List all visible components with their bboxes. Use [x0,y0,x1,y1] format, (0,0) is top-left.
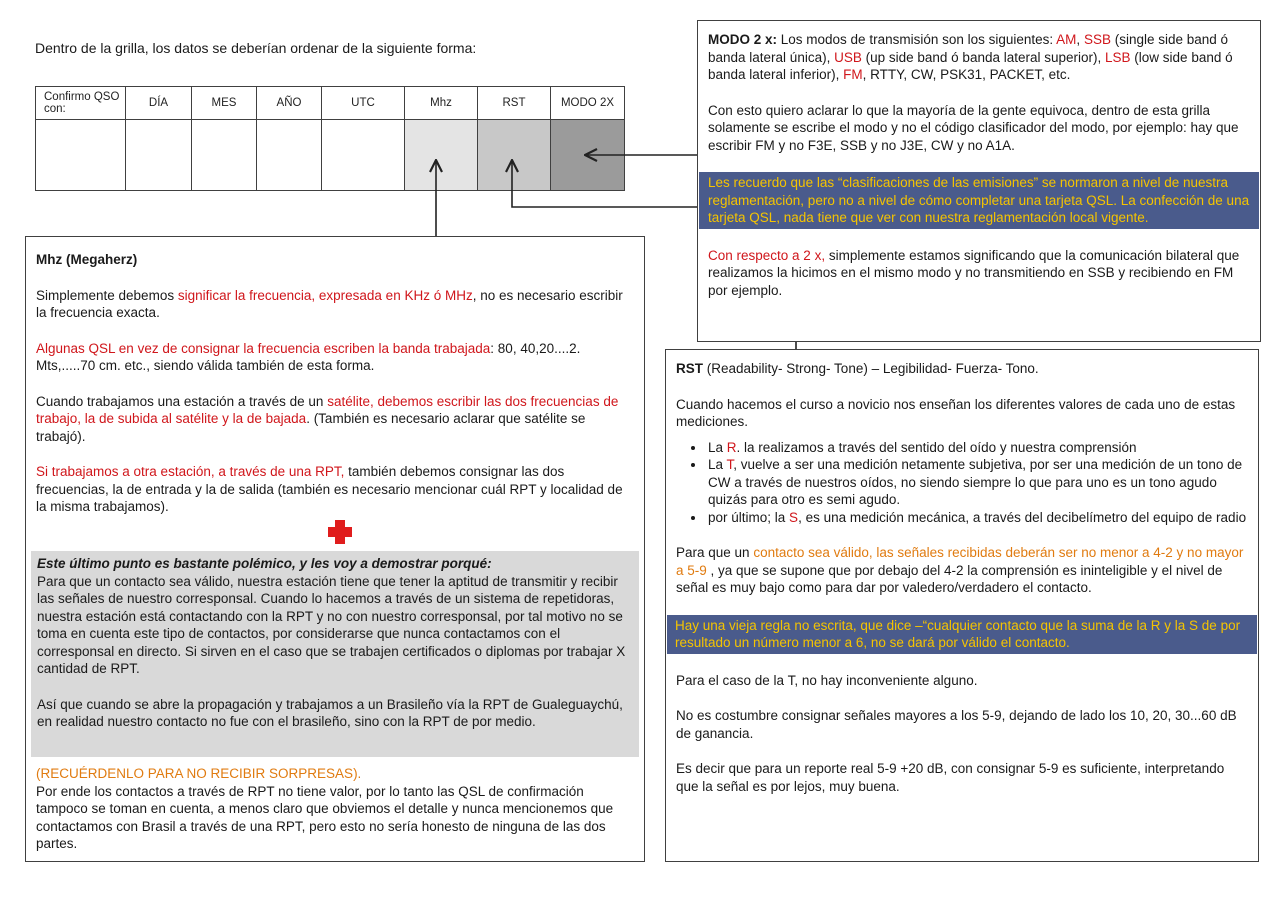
rst-bullet-run: , vuelve a ser una medición netamente subjetiva, por ser una medición de un tono de CW a través de nuestros oídos, no siendo siempre lo que para uno es un tono agudo quizás para otro es semi agudo. [708,457,1243,507]
rst-bullet-run: S [789,509,799,525]
rst-p2-run: , ya que se supone que por debajo del 4-2 la comprensión es ininteligible y el nivel de señal es muy bajo como para dar por valedero/verdadero el contacto. [676,562,1223,595]
mhz-p2 [36,340,636,375]
rst-highlight-band: Hay una vieja regla no escrita, que dice –“cualquier contacto que la suma de la R y la S de por resultado un número menor a 6, no se dará por válido el contacto. [667,615,1257,654]
gray-p1: Para que un contacto sea válido, nuestra estación tiene que tener la aptitud de transmitir y recibir las señales de nuestro corresponsal. Cuando lo hacemos a través de un sistema de repetidoras, nuestra estación está contactando con la RPT y no con nuestro corresponsal, por tal motivo no se toma en cuenta este tipo de contactos, por considerarse que nunca contactamos con el corresponsal en directo. Si sirven en el caso que se trabajen certificados o diplomas por trabajar X cantidad de RPT. [37,573,626,676]
modo-p1-run: SSB [1083,32,1111,47]
rst-bullet-run: La [708,439,727,455]
red-cross-icon [327,519,353,545]
rst-bullet-run: por último; la [708,509,790,525]
rst-p2-run: contacto sea válido, las señales recibidas deberán ser no menor a 4-2 y no mayor a 5-9 [676,545,1244,578]
modo-p3-red: Con respecto a 2 x, [708,247,826,263]
modo-p2: Con esto quiero aclarar lo que la mayoría de la gente equivoca, dentro de esta grilla solamente se escribe el modo y no el código clasificador del modo, por ejemplo: hay que escribir FM y no F3E, SSB y no J3E, CW y no A1A. [708,102,1239,153]
grid-header-cell: AÑO [257,87,322,120]
intro-text: Dentro de la grilla, los datos se deberían ordenar de la siguiente forma: [35,40,477,56]
mhz-p3 [36,393,636,446]
mhz-title: Mhz (Megaherz) [36,252,138,267]
mhz-p2-run: : 80, 40,20....2. Mts,.....70 cm. etc., siendo válida también de esta forma. [36,340,581,373]
modo-p1-run: , [1076,32,1084,47]
rst-p2-run: Para que un [676,545,754,560]
rst-bullet-run: , es una medición mecánica, a través del decibelímetro del equipo de radio [798,509,1247,525]
modo-p1-run: (up side band ó banda lateral superior), [861,49,1106,65]
modo-p1 [708,31,1250,84]
modo-p1-run: FM [843,67,863,82]
rst-bullet-item [706,509,1248,527]
mhz-p2-run: Algunas QSL en vez de consignar la frecuencia escriben la banda trabajada [36,340,491,356]
grid-header-cell: Mhz [405,87,478,120]
modo-highlight-band: Les recuerdo que las “clasificaciones de las emisiones” se normaron a nivel de nuestra reglamentación, pero no a nivel de cómo completar una tarjeta QSL. La confección de una tarjeta QSL, nada tiene que ver con nuestra reglamentación local vigente. [699,172,1259,229]
gray-title: Este último punto es bastante polémico, y les voy a demostrar porqué: [37,556,492,571]
rst-bullet-item [706,456,1248,509]
rst-p2 [676,544,1248,597]
rst-bullet-run: La [708,457,727,472]
mhz-final: Por ende los contactos a través de RPT no tiene valor, por lo tanto las QSL de confirmación tampoco se toman en cuenta, a menos claro que obviemos el detalle y nunca mencionemos que contactamos con Brasil a través de una RPT, pero esto no sería honesto de ninguna de las dos partes. [36,783,614,851]
grid-header-cell: UTC [322,87,405,120]
modo-title: MODO 2 x: [708,32,778,47]
rst-p4: No es costumbre consignar señales mayores a los 5-9, dejando de lado los 10, 20, 30...60 dB de ganancia. [676,708,1237,741]
modo-p3 [708,247,1250,300]
rst-bullet-run: R [726,439,737,455]
modo-2x-box [697,20,1261,342]
rst-box [665,349,1259,862]
mhz-top-section [36,251,636,516]
modo-p1-run: USB [834,49,862,65]
rst-bullet-run: . la realizamos a través del sentido del oído y nuestra comprensión [736,439,1137,455]
mhz-p4-run: también debemos consignar las dos frecuencias, la de entrada y la de salida (también es necesario mencionar cuál RPT y localidad de la misma trabajamos). [36,464,623,514]
mhz-p1 [36,287,636,322]
rst-title-rest: (Readability- Strong- Tone) – Legibilidad- Fuerza- Tono. [703,361,1039,376]
modo-p1-run: LSB [1105,49,1131,65]
modo-p3-rest: simplemente estamos significando que la comunicación bilateral que realizamos la hicimos en el mismo modo y no transmitiendo en SSB y recibiendo en FM por ejemplo. [708,247,1240,298]
grid-header-cell: MODO 2X [551,87,625,120]
modo-p1-run: Los modos de transmisión son los siguientes: [777,32,1057,47]
rst-bullet-item [706,439,1248,457]
modo-p1-run: , RTTY, CW, PSK31, PACKET, etc. [862,67,1071,82]
mhz-p3-run: satélite, debemos escribir las dos frecuencias de trabajo, la de subida al satélite y la de bajada [36,393,619,426]
mhz-p3-run: Cuando trabajamos una estación a través de un [36,393,328,409]
mhz-box [25,236,645,862]
rst-title-bold: RST [676,361,703,376]
mhz-bottom-section [36,765,636,853]
modo-p1-run: AM [1056,32,1077,47]
grid-header-cell: RST [478,87,551,120]
mhz-p3-run: . (También es necesario aclarar que satélite se trabajó). [36,411,586,444]
modo-p1-run: (single side band ó banda lateral única), [708,32,1229,65]
mhz-p1-run: , no es necesario escribir la frecuencia exacta. [36,287,623,320]
rst-bullet-run: T [726,457,734,472]
grid-header-cell: DÍA [126,87,192,120]
mhz-p4 [36,463,636,516]
modo-p1-run: (low side band ó banda lateral inferior), [708,49,1233,82]
gray-p2: Así que cuando se abre la propagación y trabajamos a un Brasileño vía la RPT de Gualeguaychú, en realidad nuestro contacto no fue con el brasileño, sino con la RPT de por medio. [37,696,623,729]
grid-header-cell: MES [192,87,257,120]
mhz-gray-panel [31,551,639,757]
grid-header-cell: Confirmo QSO con: [36,87,126,120]
mhz-p4-run: Si trabajamos a otra estación, a través de una RPT, [36,464,345,479]
mhz-p1-run: Simplemente debemos [36,287,178,303]
rst-title [676,360,1248,378]
rst-p1: Cuando hacemos el curso a novicio nos enseñan los diferentes valores de cada uno de estas mediciones. [676,396,1236,429]
rst-p5: Es decir que para un reporte real 5-9 +20 dB, con consignar 5-9 es suficiente, interpretando que la señal es por lejos, muy buena. [676,761,1225,794]
rst-bullet-list [676,439,1248,527]
mhz-p1-run: significar la frecuencia, expresada en KHz ó MHz [177,287,473,303]
mhz-reminder: (RECUÉRDENLO PARA NO RECIBIR SORPRESAS). [36,766,362,781]
rst-p3: Para el caso de la T, no hay inconveniente alguno. [676,672,978,688]
